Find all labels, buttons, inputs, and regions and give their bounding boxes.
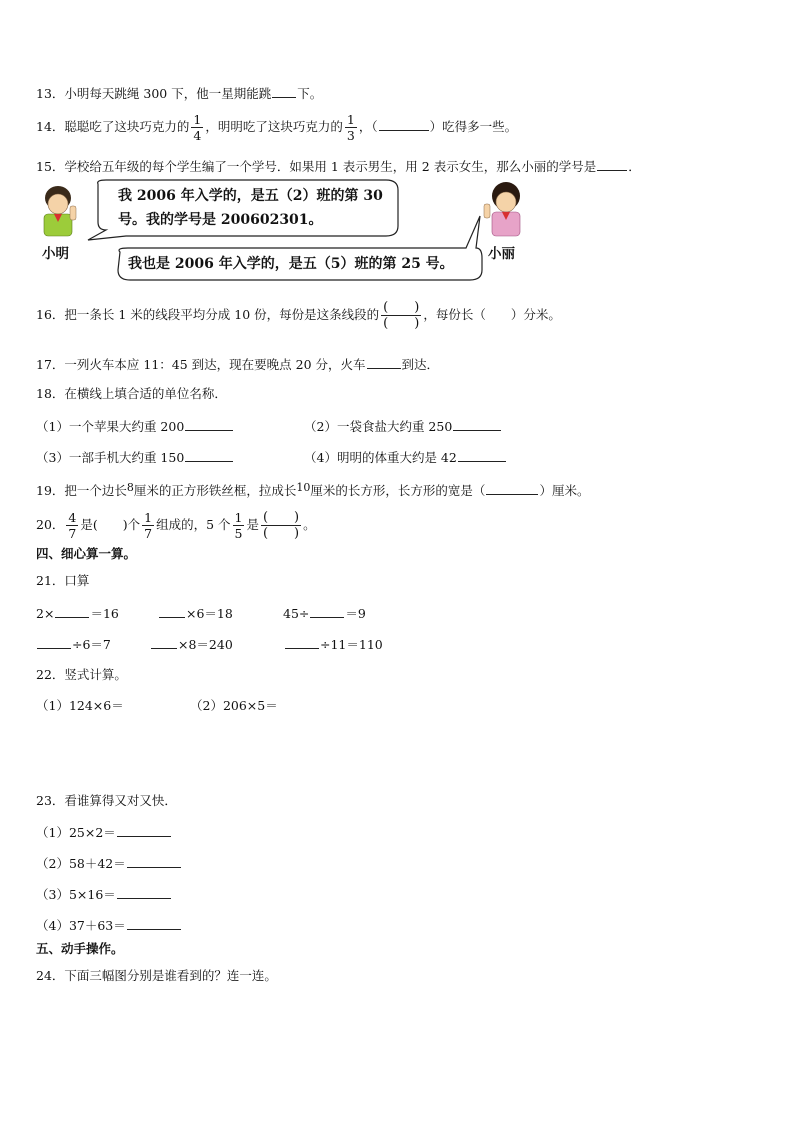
question-17 [36, 354, 439, 374]
fraction-numerator: 1 [234, 510, 243, 525]
question-23-d [36, 915, 182, 935]
calc-text: （3）5×16＝ [36, 887, 116, 902]
answer-blank[interactable] [272, 83, 296, 98]
calc-text: ÷11＝110 [320, 637, 383, 652]
answer-blank[interactable] [159, 603, 185, 618]
question-22-title: 22．竖式计算。 [36, 667, 127, 682]
question-13-text: 13．小明每天跳绳 300 下，他一星期能跳 [36, 86, 272, 101]
calc-text: 45÷ [283, 606, 310, 621]
fraction-blank[interactable] [261, 510, 301, 541]
question-19 [36, 479, 589, 500]
question-18-d-text: （4）明明的体重大约是 42 [304, 450, 457, 465]
question-23-title: 23．看谁算得又对又快． [36, 793, 177, 808]
fraction-denominator: 3 [346, 128, 355, 143]
answer-blank[interactable] [185, 416, 233, 431]
question-14-text: ，（ [358, 119, 378, 134]
fraction [191, 112, 203, 143]
calc-text: ÷6＝7 [72, 637, 111, 652]
fraction-numerator: 1 [193, 112, 202, 127]
question-23-c [36, 884, 172, 904]
calc-text: ＝9 [345, 606, 366, 621]
question-16-text: 16．把一条长 1 米的线段平均分成 10 份，每份是这条线段的 [36, 307, 380, 322]
fraction-numerator: 4 [68, 510, 77, 525]
dialog-illustration [36, 178, 556, 288]
oral-calc-2 [158, 603, 233, 623]
fraction [142, 510, 154, 541]
question-17-text: 17．一列火车本应 11：45 到达，现在要晚点 20 分，火车 [36, 357, 366, 372]
calc-text: （2）58＋42＝ [36, 856, 126, 871]
answer-blank[interactable] [151, 634, 177, 649]
question-19-text: 厘米的长方形，长方形的宽是（ [310, 483, 486, 498]
fraction [345, 112, 357, 143]
calc-text: ×6＝18 [186, 606, 233, 621]
question-16-text: ，每份长（ ）分米。 [423, 307, 561, 322]
answer-blank[interactable] [453, 416, 501, 431]
question-20-text: 。 [303, 517, 316, 532]
boy-figure-icon [44, 186, 76, 236]
question-19-number: 10 [296, 481, 311, 494]
calc-text: （1）25×2＝ [36, 825, 116, 840]
calc-text: 2× [36, 606, 55, 621]
answer-blank[interactable] [379, 116, 429, 131]
answer-blank[interactable] [37, 634, 71, 649]
fraction-denominator: 5 [234, 526, 243, 541]
fraction-numerator-blank[interactable]: ( ) [383, 300, 420, 315]
answer-blank[interactable] [127, 915, 181, 930]
question-20-text: 组成的，5 个 [156, 517, 231, 532]
fraction-denominator-blank[interactable]: ( ) [262, 526, 300, 541]
fraction-denominator: 7 [144, 526, 153, 541]
question-19-text: ）厘米。 [539, 483, 590, 498]
question-18-c-text: （3）一部手机大约重 150 [36, 450, 185, 465]
question-18-a [36, 416, 234, 436]
fraction [233, 510, 245, 541]
fraction-numerator-blank[interactable]: ( ) [262, 510, 300, 525]
answer-blank[interactable] [55, 603, 89, 618]
section-5-heading: 五、动手操作。 [36, 941, 124, 956]
question-15-text: 15．学校给五年级的每个学生编了一个学号．如果用 1 表示男生，用 2 表示女生，那么小丽的学号是 [36, 159, 597, 174]
answer-blank[interactable] [117, 822, 171, 837]
fraction [66, 510, 78, 541]
question-20 [36, 510, 316, 541]
answer-blank[interactable] [127, 853, 181, 868]
answer-blank[interactable] [310, 603, 344, 618]
question-14-text: 14．聪聪吃了这块巧克力的 [36, 119, 190, 134]
fraction-denominator-blank[interactable]: ( ) [383, 316, 420, 331]
xiaoming-name: 小明 [42, 246, 69, 262]
question-16 [36, 300, 561, 331]
fraction-numerator: 1 [346, 112, 355, 127]
question-14-text: ，明明吃了这块巧克力的 [205, 119, 343, 134]
question-22-a: （1）124×6＝ [36, 698, 124, 713]
question-13 [36, 83, 322, 103]
fraction-blank[interactable] [381, 300, 421, 331]
question-14 [36, 112, 517, 143]
answer-blank[interactable] [597, 156, 627, 171]
fraction-denominator: 7 [68, 526, 77, 541]
question-14-text: ）吃得多一些。 [429, 119, 518, 134]
question-13-suffix: 下。 [297, 86, 323, 101]
question-21-title: 21．口算 [36, 573, 90, 588]
question-24: 24．下面三幅图分别是谁看到的？连一连。 [36, 968, 277, 983]
question-17-text: 到达． [401, 357, 440, 372]
bubble-1-line-1: 我 2006 年入学的，是五（2）班的第 30 [118, 188, 383, 204]
oral-calc-3 [283, 603, 366, 623]
question-19-text: 19．把一个边长 [36, 483, 127, 498]
answer-blank[interactable] [285, 634, 319, 649]
oral-calc-4 [36, 634, 111, 654]
question-22-b: （2）206×5＝ [190, 698, 278, 713]
calc-text: ×8＝240 [178, 637, 233, 652]
question-15 [36, 156, 641, 176]
question-19-text: 厘米的正方形铁丝框，拉成长 [133, 483, 297, 498]
question-20-text: 20． [36, 517, 65, 532]
question-23-a [36, 822, 172, 842]
oral-calc-1 [36, 603, 119, 623]
question-18-d [304, 447, 507, 467]
question-18-b-text: （2）一袋食盐大约重 250 [304, 419, 453, 434]
fraction-numerator: 1 [144, 510, 153, 525]
answer-blank[interactable] [185, 447, 233, 462]
answer-blank[interactable] [486, 480, 538, 495]
girl-figure-icon [484, 182, 520, 236]
answer-blank[interactable] [367, 354, 401, 369]
question-15-suffix: ． [628, 159, 641, 174]
bubble-1-line-2: 号。我的学号是 200602301。 [118, 212, 323, 228]
question-20-text: 是 [246, 517, 259, 532]
section-4-heading: 四、细心算一算。 [36, 546, 137, 561]
question-19-number: 8 [126, 481, 134, 494]
bubble-2-text: 我也是 2006 年入学的，是五（5）班的第 25 号。 [128, 256, 454, 272]
answer-blank[interactable] [117, 884, 171, 899]
question-18-a-text: （1）一个苹果大约重 200 [36, 419, 185, 434]
question-23-b [36, 853, 182, 873]
oral-calc-6 [284, 634, 383, 654]
calc-text: （4）37＋63＝ [36, 918, 126, 933]
question-20-text: 是( )个 [80, 517, 141, 532]
xiaoli-name: 小丽 [488, 246, 515, 262]
question-18-b [304, 416, 502, 436]
oral-calc-5 [150, 634, 233, 654]
answer-blank[interactable] [458, 447, 506, 462]
calc-text: ＝16 [90, 606, 119, 621]
fraction-denominator: 4 [193, 128, 202, 143]
question-18-title: 18．在横线上填合适的单位名称． [36, 386, 227, 401]
question-18-c [36, 447, 234, 467]
